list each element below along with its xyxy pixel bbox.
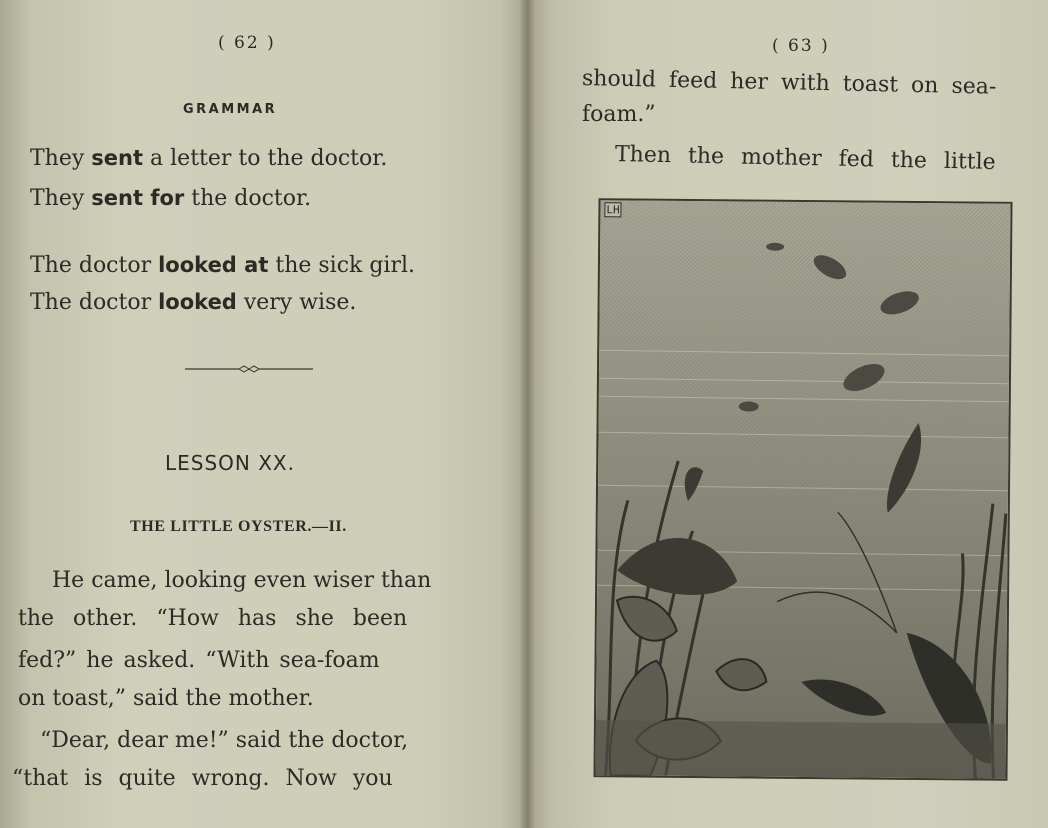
book-gutter bbox=[519, 0, 535, 828]
grammar-example-3: The doctor looked at the sick girl. bbox=[30, 253, 416, 278]
paragraph-line-4: on toast,” said the mother. bbox=[18, 686, 314, 711]
right-text-line-2: foam.” bbox=[582, 102, 656, 127]
lesson-title: LESSON XX. bbox=[165, 451, 295, 475]
right-text-line-1: should feed her with toast on sea- bbox=[581, 66, 997, 100]
paragraph-line-3: fed?” he asked. “With sea-foam bbox=[18, 648, 380, 673]
ornament-divider bbox=[185, 362, 313, 376]
paragraph-line-5: “Dear, dear me!” said the doctor, bbox=[40, 728, 409, 753]
grammar-example-4: The doctor looked very wise. bbox=[30, 290, 357, 315]
page-number-left: ( 62 ) bbox=[218, 33, 276, 53]
underwater-illustration bbox=[593, 198, 1012, 781]
paragraph-line-6: “that is quite wrong. Now you bbox=[12, 766, 393, 791]
paragraph-line-2: the other. “How has she been bbox=[18, 606, 408, 631]
paragraph-line-1: He came, looking even wiser than bbox=[52, 568, 432, 593]
lesson-subtitle: THE LITTLE OYSTER.—II. bbox=[130, 518, 347, 535]
grammar-example-1: They sent a letter to the doctor. bbox=[30, 146, 388, 171]
page-number-right: ( 63 ) bbox=[772, 36, 830, 56]
grammar-example-2: They sent for the doctor. bbox=[30, 186, 312, 211]
right-text-line-3: Then the mother fed the little bbox=[614, 142, 996, 175]
running-head: GRAMMAR bbox=[183, 102, 278, 117]
illustration-drawing bbox=[595, 200, 1010, 779]
plate-mark: LH bbox=[604, 202, 621, 217]
